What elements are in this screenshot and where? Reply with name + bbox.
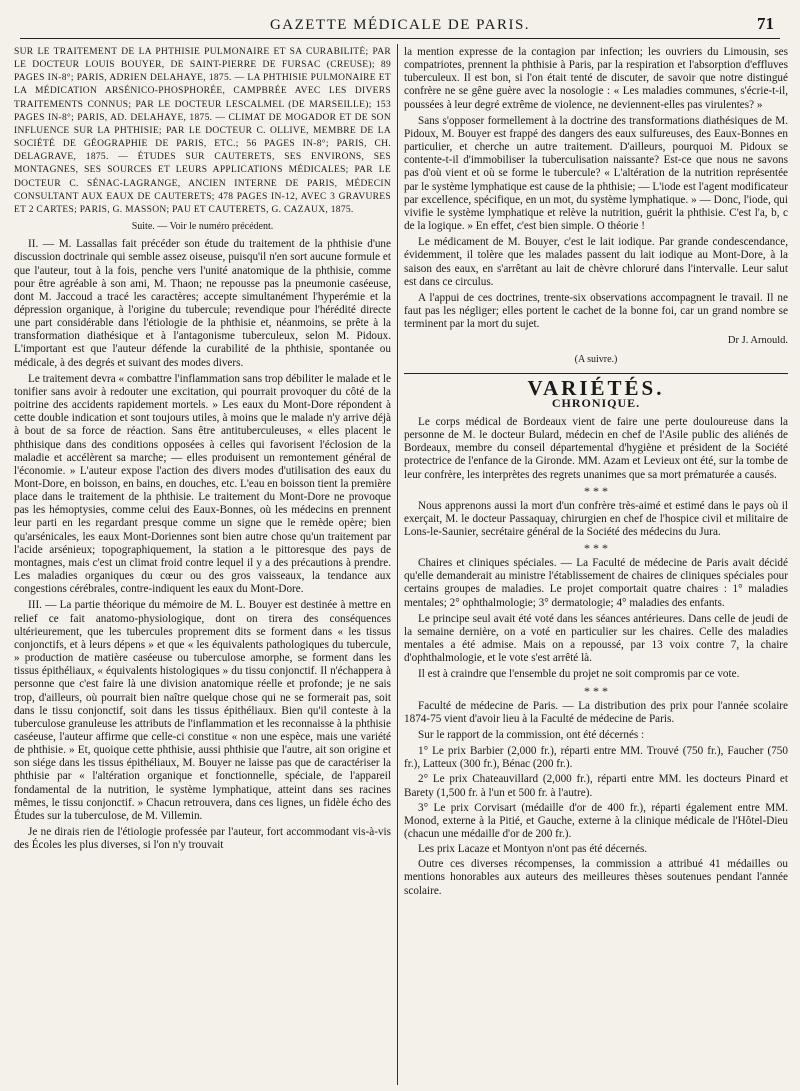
article-paragraph: II. — M. Lassallas fait précéder son étude du traitement de la phthisie d'une discussion doctrinale qui semble assez oiseuse, puisqu'il n'en sort aucune formule et que l'auteur, tout à la fois, penche vers l'unité anatomique de la phthisie, comme pour être agréable à son ami, M. Thaon; ne repousse pas la pneumonie caséeuse, dont M. Jaccoud a tracé les caractères; accepte simultanément l'hyperémie et la dépression organique, à l'origine du tubercule; revendique pour l'hérédité directe une part considérable dans l'étiologie de la phthisie et, néanmoins, se prête à la transformation diathésique et à l'antagonisme tuberculeux, selon M. Pidoux. L'important est que l'auteur défende la curabilité de la phthisie, spontanée ou médicale, à des degrés et suivant des modes divers. <box>14 238 391 369</box>
news-item: Le corps médical de Bordeaux vient de faire une perte douloureuse dans la personne de M. le docteur Bulard, médecin en chef de l'Asile public des aliénés de Bordeaux, membre du conseil départemental d'hygiène et président de la Société protectrice de l'enfance de la Gironde. MM. Azam et Levieux ont été, sur la tombe de leur confrère, les interprètes des regrets unanimes que sa mort prématurée a causés. <box>404 415 788 481</box>
bibliography-entry: SUR LE TRAITEMENT DE LA PHTHISIE PULMONAIRE ET SA CURABILITÉ; PAR LE DOCTEUR LOUIS BOUYER, DE SAINT-PIERRE DE FURSAC (CREUSE); 89 PAGES IN-8°; PARIS, ADRIEN DELAHAYE, 1875. — LA PHTHISIE PULMONAIRE ET LA MÉDICATION ARSÉNICO-PHOSPHORÉE, CAMPBRÉE AVEC LES DIVERS TRAITEMENTS CONNUS; PAR LE DOCTEUR LESCALMEL (DE MARSEILLE); 153 PAGES IN-8°; PARIS, AD. DELAHAYE, 1875. — CLIMAT DE MOGADOR ET DE SON INFLUENCE SUR LA PHTHISIE; PAR LE DOCTEUR C. OLLIVE, MEMBRE DE LA SOCIÉTÉ DE GÉOGRAPHIE DE PARIS, ETC.; 56 PAGES IN-8°; PARIS, CH. DELAGRAVE, 1875. — ÉTUDES SUR CAUTERETS, SES ENVIRONS, SES MONTAGNES, SES SOURCES ET LEURS APPLICATIONS MÉDICALES; PAR LE DOCTEUR C. SÉNAC-LAGRANGE, ANCIEN INTERNE DE PARIS, MÉDECIN CONSULTANT AUX EAUX DE CAUTERETS; 478 PAGES IN-12, AVEC 3 GRAVURES ET 2 CARTES; PARIS, G. MASSON; PAU ET CAUTERETS, G. CAZAUX, 1875. <box>14 47 391 215</box>
to-be-continued: (A suivre.) <box>574 354 618 366</box>
subsection-heading-chronique: CHRONIQUE. <box>551 395 641 410</box>
separator-stars: * * * <box>584 541 608 556</box>
news-item: Chaires et cliniques spéciales. — La Faculté de médecine de Paris avait décidé qu'elle demanderait au ministre l'établissement de chaires de cliniques spéciales pour certains groupes de maladies. Le projet comportait quatre chaires : 1° maladies mentales; 2° ophthalmologie; 3° dermatologie; 4° maladies des enfants. <box>404 557 788 609</box>
news-item: Sur le rapport de la commission, ont été décernés : <box>418 728 645 741</box>
news-item: Faculté de médecine de Paris. — La distribution des prix pour l'année scolaire 1874-75 vient d'avoir lieu à la Faculté de médecine de Paris. <box>404 699 788 725</box>
page-number: 71 <box>757 14 774 33</box>
left-column <box>14 46 391 1083</box>
prize-entry: 1° Le prix Barbier (2,000 fr.), réparti entre MM. Trouvé (750 fr.), Faucher (750 fr.), Latteux (300 fr.), Bénac (200 fr.). <box>404 745 788 771</box>
article-paragraph: Le médicament de M. Bouyer, c'est le lait iodique. Par grande condescendance, évidemment, il tolère que les malades passent du lait iodique au Mont-Dore, à la saison des eaux, en s'arrêtant au lait de chèvre chloruré dans l'intervalle. Leur salut est dans ce circulus. <box>404 236 788 288</box>
news-item: Il est à craindre que l'ensemble du projet ne soit compromis par ce vote. <box>418 668 740 681</box>
article-paragraph: Sans s'opposer formellement à la doctrine des transformations diathésiques de M. Pidoux, M. Bouyer est frappé des dangers des eaux sulfureuses, des Eaux-Bonnes en particulier, et cherche un autre traitement. D'ailleurs, pourquoi M. Pidoux se contente-t-il d'immobiliser la tuberculisation naissante? Est-ce que nous ne savons pas d'où vient et où se forme le tubercule? « L'altération de la nutrition représentée par le système lymphatique est cause de la phthisie; — L'iode est l'agent modificateur par excellence, spécifique, en un mot, du système lymphatique. » — Donc, l'iode, qui vivifie le système lymphatique et relève la nutrition, guérit la phthisie. C'est l'a, b, c de la logique. » En effet, c'est bien simple. O théorie ! <box>404 114 788 233</box>
article-paragraph: Je ne dirais rien de l'étiologie professée par l'auteur, fort accommodant vis-à-vis des Écoles les plus diverses, si l'on n'y trouvait <box>14 826 391 852</box>
page-header <box>20 12 780 39</box>
column-divider <box>397 44 398 1085</box>
separator-stars: * * * <box>584 483 608 498</box>
prize-entry: 3° Le prix Corvisart (médaille d'or de 400 fr.), réparti également entre MM. Monod, externe à la Pitié, et Gauche, externe à la clinique médicale de l'Hôtel-Dieu (chacun une médaille d'or de 200 fr.). <box>404 801 788 840</box>
separator-stars: * * * <box>584 683 608 698</box>
news-item: Nous apprenons aussi la mort d'un confrère très-aimé et estimé dans le pays où il exerçait, M. le docteur Passaquay, chirurgien en chef de l'hospice civil et militaire de Lons-le-Saunier, secrétaire général de la Société des médecins du Jura. <box>404 499 788 538</box>
continuation-note: Suite. — Voir le numéro précédent. <box>131 221 274 233</box>
section-heading-varietes: VARIÉTÉS. <box>527 375 665 400</box>
prize-entry: Outre ces diverses récompenses, la commission a attribué 41 médailles ou mentions honorables aux auteurs des meilleures thèses soutenues pendant l'année scolaire. <box>404 858 788 897</box>
prize-entry: Les prix Lacaze et Montyon n'ont pas été décernés. <box>418 843 648 856</box>
journal-title: GAZETTE MÉDICALE DE PARIS. <box>269 16 531 33</box>
author-signature: Dr J. Arnould. <box>727 335 788 347</box>
article-paragraph: A l'appui de ces doctrines, trente-six observations accompagnent le travail. Il ne faut pas les négliger; elles portent le cachet de la bonne foi, car un grand nombre se terminent par la mort du sujet. <box>404 291 788 331</box>
article-paragraph: Le traitement devra « combattre l'inflammation sans trop débiliter le malade et le tonifier sans avoir à redouter une excitation, qui pourrait provoquer du côté de la poitrine des accidents rapidement mortels. » Les eaux du Mont-Dore répondent à cette double indication et sont toujours utiles, à moins que le malade n'y arrive déjà à bout de sa force de réaction. Sans être antituberculeuses, « elles placent le phthisique dans des conditions opposées à celles qui favorisent l'éclosion de la maladie et accélèrent sa marche; — elles produisent un remontement général de l'économie. » L'auteur expose l'action des divers modes d'utilisation des eaux du Mont-Dore, en boisson, en bains, en douches, etc. L'eau en boisson tient la première place dans le traitement de la phthisie. Le traitement du Mont-Dore ne provoque pas les hémoptysies, comme celui des Eaux-Bonnes, où les médecins en prennent leur parti en les regardant presque comme un signe que le remède opère; bien qu'arsénicales, les eaux Mont-Doriennes sont bien autre chose qu'un traitement par l'acide arsénieux; topographiquement, la station a le pittoresque des pays de montagnes, mais c'est un climat froid contre lequel il y a des précautions à prendre. Les maladies organiques du cœur ou des gros vaisseaux, la tendance aux congestions cérébrales, contre-indiquent les eaux du Mont-Dore. <box>14 372 391 596</box>
section-rule <box>404 373 788 374</box>
news-item: Le principe seul avait été voté dans les séances antérieures. Dans celle de jeudi de la semaine dernière, on a voté en particulier sur les chaires. Celle des maladies mentales a été admise. Mais on a repoussé, par 13 voix contre 7, la chaire d'ophthalmologie, et le vote s'est arrêté là. <box>404 612 788 665</box>
article-paragraph: la mention expresse de la contagion par infection; les ouvriers du Limousin, ses compatriotes, prennent la phthisie à Paris, par la respiration et l'absorption d'effluves tuberculeux. Il est bon, si l'on était tenté de discuter, de savoir que notre distingué confrère ne se gêne guère avec la nosologie : « Les maladies communes, s'écrie-t-il, poussées à leur degré extrême de violence, ne deviennent-elles pas virulentes? » <box>404 46 788 111</box>
right-column <box>404 46 788 1083</box>
article-paragraph: III. — La partie théorique du mémoire de M. L. Bouyer est destinée à mettre en relief ce fait anatomo-physiologique, dont on tirera des conséquences ultérieurement, que les tubercules proprement dits se forment dans « les tissus conjonctifs, et à leurs dépens » et que « les équivalents pathologiques du tubercule, » production de matière caséeuse ou tuberculose amorphe, se forment dans les tissus épithéliaux, « équivalents histologiques » du tissu conjonctif. Il n'échappera à personne que c'est faire là une division anatomique réelle et profonde; je ne sais trop, d'ailleurs, où pourrait bien naître quelque chose qui ne se formerait pas, soit dans le tissu conjonctif, soit dans les tissus épithéliaux. Bien qu'il conteste à la tuberculose granuleuse les attributs de l'inflammation et les reconnaisse à la phthisie caséeuse, l'auteur affirme que celle-ci constitue « non une espèce, mais une variété de phthisie. » Et, quoique cette phthisie, aussi phthisie que l'autre, ait son origine et son siége dans les tissus épithéliaux, M. Bouyer ne laisse pas que de caractériser la phthisie par « l'altération organique et fonctionnelle, spéciale, de l'appareil fondamental de la nutrition, le système lymphatique, atteint dans ses racines mêmes, le tissu conjonctif. » Chacun retrouvera, dans ces lignes, un fidèle écho des Études sur la tuberculose, de M. Villemin. <box>14 599 391 822</box>
prize-entry: 2° Le prix Chateauvillard (2,000 fr.), réparti entre MM. les docteurs Pinard et Barety (1,500 fr. à l'un et 500 fr. à l'autre). <box>404 773 788 799</box>
